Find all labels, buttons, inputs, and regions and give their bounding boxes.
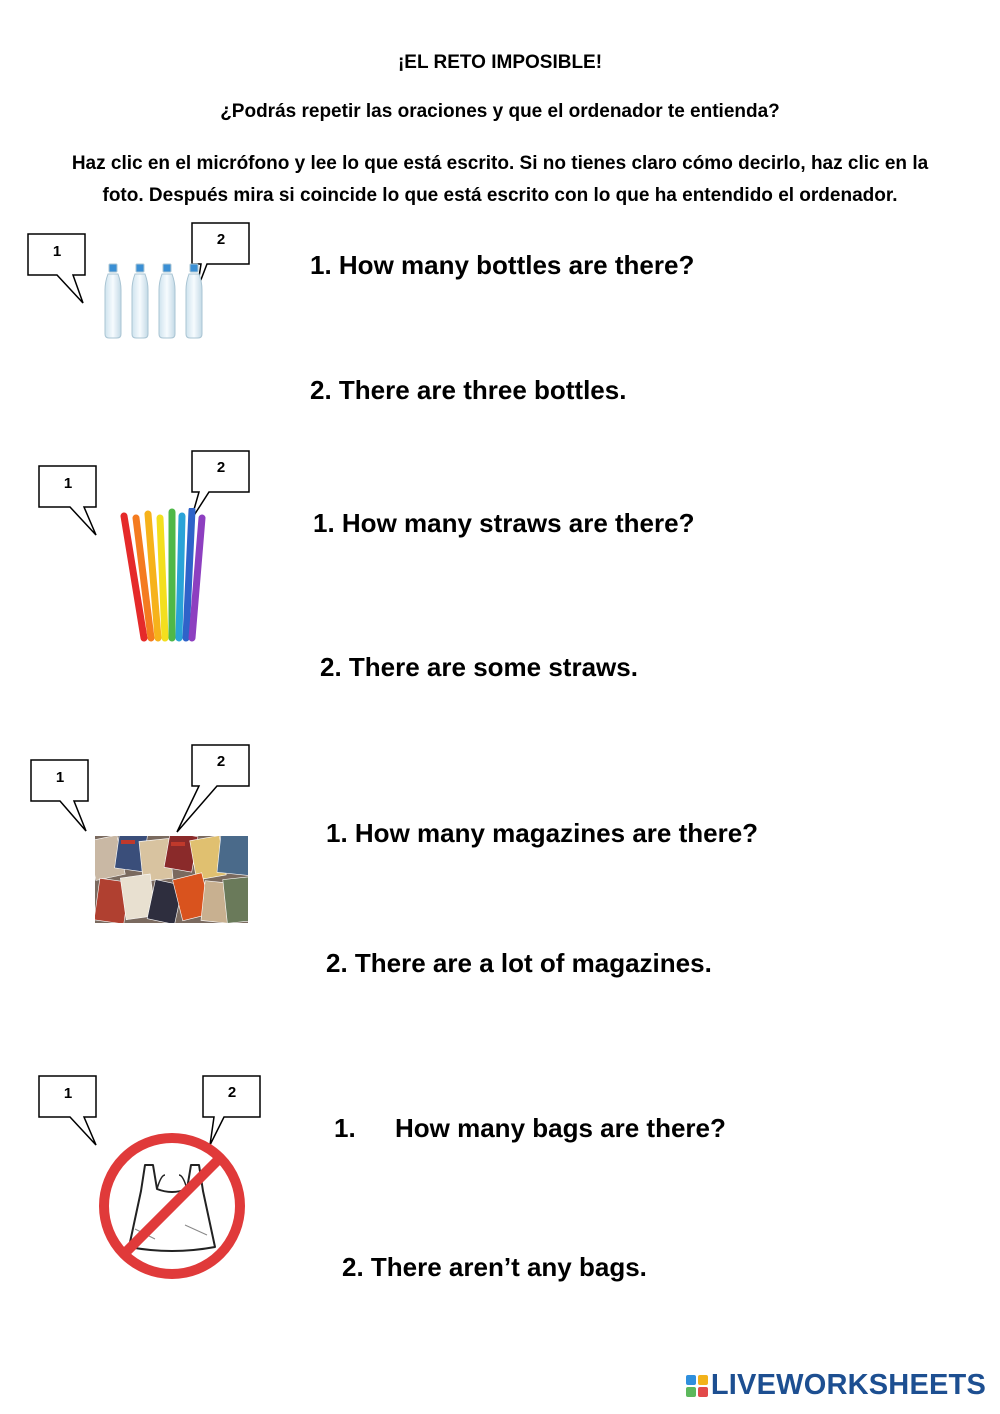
magazines-pile-icon	[95, 836, 248, 923]
liveworksheets-logo[interactable]	[686, 1369, 986, 1402]
photo-no-plastic-bag[interactable]	[95, 1129, 249, 1283]
sentence-4b: 2. There aren’t any bags.	[342, 1252, 647, 1282]
sentence-1a: 1. How many bottles are there?	[310, 250, 695, 280]
instructions: Haz clic en el micrófono y lee lo que está escrito. Si no tienes claro cómo decirlo, haz clic en la foto. Después mira si coincide lo que está escrito con lo que ha entendido el ordenador.	[71, 153, 929, 206]
bubble-number: 1	[63, 475, 73, 492]
sentence-4a: How many bags are there?	[395, 1113, 726, 1143]
speech-bubble-1[interactable]	[30, 759, 90, 831]
bubble-number: 2	[216, 753, 226, 770]
speech-bubble-1[interactable]	[38, 465, 98, 537]
bubble-number: 2	[227, 1084, 237, 1101]
bubble-number: 1	[63, 1085, 73, 1102]
sentence-2a: 1. How many straws are there?	[313, 508, 695, 538]
water-bottles-icon	[98, 262, 216, 344]
speech-bubble-1[interactable]	[27, 233, 87, 305]
sentence-3b: 2. There are a lot of magazines.	[326, 948, 712, 978]
sentence-2b: 2. There are some straws.	[320, 652, 638, 682]
page-subtitle: ¿Podrás repetir las oraciones y que el ordenador te entienda?	[220, 101, 780, 122]
liveworksheets-logo-icon	[686, 1375, 708, 1397]
no-plastic-bag-icon	[95, 1129, 249, 1283]
bubble-number: 2	[216, 231, 226, 248]
sentence-1b: 2. There are three bottles.	[310, 375, 627, 405]
bubble-number: 1	[52, 243, 62, 260]
colored-straws-icon	[118, 508, 210, 642]
photo-water-bottles[interactable]	[98, 262, 216, 344]
page-title: ¡EL RETO IMPOSIBLE!	[397, 52, 603, 73]
speech-bubble-2[interactable]	[191, 744, 251, 816]
bubble-number: 1	[55, 769, 65, 786]
photo-magazines-pile[interactable]	[95, 836, 248, 923]
speech-bubble-1[interactable]	[38, 1075, 98, 1147]
sentence-3a: 1. How many magazines are there?	[326, 818, 759, 848]
sentence-4a-number: 1.	[334, 1113, 356, 1143]
logo-text: LIVEWORKSHEETS	[710, 1369, 986, 1401]
bubble-number: 2	[216, 459, 226, 476]
photo-colored-straws[interactable]	[118, 508, 210, 642]
